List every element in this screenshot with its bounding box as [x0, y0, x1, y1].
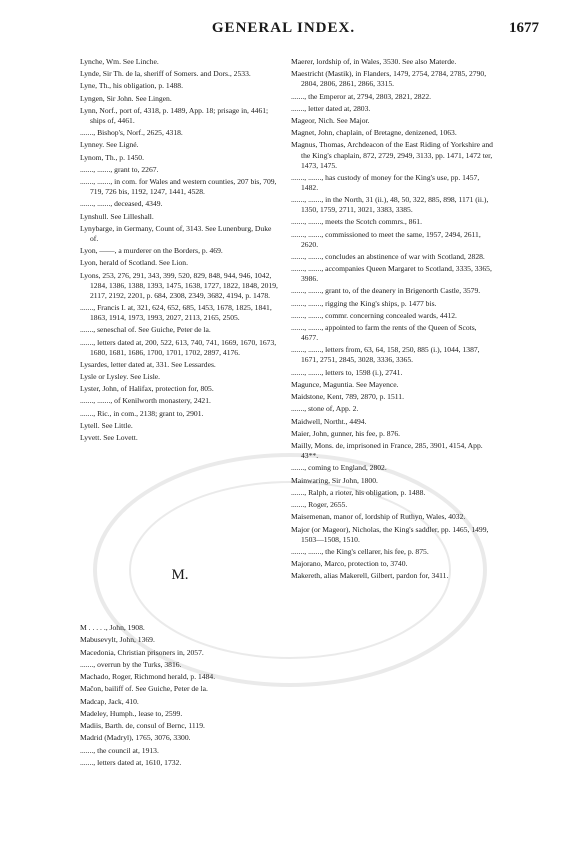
index-entry: Madrid (Madryl), 1765, 3076, 3300.: [80, 733, 191, 743]
index-entry: Mailly, Mons. de, imprisoned in France, 285, 3901, 4154, App. 43**.: [291, 441, 483, 461]
page-header: [0, 20, 567, 42]
index-entry: ......., ......., in the North, 31 (ii.), 48, 50, 322, 885, 898, 1171 (ii.), 1350, 1759, 2711, 3021, 3383, 3385.: [291, 195, 489, 215]
index-entry: Maidstone, Kent, 789, 2870, p. 1511.: [291, 392, 404, 402]
index-entry: Lyon, ——, a murderer on the Borders, p. 469.: [80, 246, 223, 256]
index-entry: Mabusevylt, John, 1369.: [80, 635, 155, 645]
right-column: [291, 57, 494, 583]
index-entry: Makereth, alias Makerell, Gilbert, pardon for, 3411.: [291, 571, 449, 581]
index-entry: ......., overrun by the Turks, 3816.: [80, 659, 182, 669]
index-entry: Lyne, Th., his obligation, p. 1488.: [80, 81, 184, 91]
index-entry: Lynshull. See Lilleshall.: [80, 211, 154, 221]
left-column: [80, 57, 280, 770]
section-letter-m: M.: [171, 567, 189, 584]
index-entry: ......., ......., has custody of money for the King's use, pp. 1457, 1482.: [291, 172, 480, 192]
index-entry: Lynney. See Ligné.: [80, 140, 139, 150]
index-entry: Madcap, Jack, 410.: [80, 696, 139, 706]
index-entry: Lysle or Lysley. See Lisle.: [80, 372, 161, 382]
index-entry: Lyvett. See Lovett.: [80, 433, 138, 443]
index-entry: Lyons, 253, 276, 291, 343, 399, 520, 829, 848, 944, 946, 1042, 1284, 1386, 1388, 1393, 1475, 1638, 1727, 1822, 1848, 2019, 2117, 2192, 2201, p. 684, 2308, 2349, 3682, 4194, p. 1478.: [80, 270, 278, 300]
index-entry: ......., letter dated at, 2803.: [291, 103, 371, 113]
index-entry: Magunce, Maguntia. See Mayence.: [291, 379, 399, 389]
index-entry: ......., ......., grant to, of the deanery in Brigenorth Castle, 3579.: [291, 286, 481, 296]
index-entry: ......., ......., letters to, 1598 (i.), 2741.: [291, 367, 403, 377]
index-entry: ......., coming to England, 2802.: [291, 463, 387, 473]
index-entry: ......., the council at, 1913.: [80, 745, 159, 755]
index-entry: ......., seneschal of. See Guiche, Peter de la.: [80, 325, 211, 335]
index-entry: Magnet, John, chaplain, of Bretagne, denizened, 1063.: [291, 128, 457, 138]
index-entry: Lyon, herald of Scotland. See Lion.: [80, 258, 188, 268]
index-entry: Lynybarge, in Germany, Count of, 3143. See Lunenburg, Duke of.: [80, 223, 272, 243]
index-entry: Lynom, Th., p. 1450.: [80, 152, 144, 162]
index-entry: ......., Roger, 2655.: [291, 500, 348, 510]
index-entry: ......., ......., meets the Scotch commrs., 861.: [291, 217, 422, 227]
index-entry: ......., Ralph, a rioter, his obligation, p. 1488.: [291, 487, 426, 497]
index-entry: ......., Francis I. at, 321, 624, 652, 685, 1453, 1678, 1825, 1841, 1863, 1914, 1973, 1993, 2027, 2113, 2165, 2505.: [80, 302, 272, 323]
index-entry: Lynn, Norf., port of, 4318, p. 1489, App. 18; prisage in, 4461; ships of, 4461.: [80, 105, 269, 125]
index-entry: Maĉon, bailiff of. See Guiche, Peter de la.: [80, 684, 208, 694]
index-entry: Maidwell, Northt., 4494.: [291, 416, 367, 426]
index-entry: Major (or Mageor), Nicholas, the King's saddler, pp. 1465, 1499, 1503—1508, 1510.: [291, 524, 489, 544]
index-entry: ......., ......., letters from, 63, 64, 158, 250, 885 (i.), 1044, 1387, 1671, 2751, 2845, 3028, 3336, 3365.: [291, 345, 480, 365]
index-entry: ......., stone of, App. 2.: [291, 404, 359, 414]
page-number: 1677: [509, 20, 539, 36]
index-entry: M . . . . ., John, 1908.: [80, 623, 145, 633]
index-entry: Mageor, Nich. See Major.: [291, 115, 370, 125]
index-entry: Macedonia, Christian prisoners in, 2057.: [80, 647, 204, 657]
index-entry: Mainwaring, Sir John, 1800.: [291, 475, 378, 485]
index-entry: Lysardes, letter dated at, 331. See Lessardes.: [80, 359, 216, 369]
index-entry: Lynde, Sir Th. de la, sheriff of Somers. and Dors., 2533.: [80, 69, 251, 79]
index-entry: Maerer, lordship of, in Wales, 3530. See also Materde.: [291, 57, 457, 66]
index-entry: ......., Bishop's, Norf., 2625, 4318.: [80, 128, 183, 138]
index-entry: ......., ......., in com. for Wales and western counties, 207 bis, 709, 719, 726 bis, 1192, 1247, 1441, 4528.: [80, 177, 277, 197]
index-entry: Lynche, Wm. See Linche.: [80, 57, 159, 66]
index-entry: ......., the Emperor at, 2794, 2803, 2821, 2822.: [291, 91, 432, 101]
index-entry: ......., ......., rigging the King's ships, p. 1477 bis.: [291, 298, 437, 308]
index-entry: ......., ......., of Kenilworth monastery, 2421.: [80, 396, 211, 406]
index-entry: Maisemenan, manor of, lordship of Ruthyn, Wales, 4032.: [291, 512, 466, 522]
index-entry: Madiis, Barth. de, consul of Bernc, 1119.: [80, 721, 205, 731]
index-entry: Madeley, Humph., lease to, 2599.: [80, 708, 183, 718]
index-entry: Lyngen, Sir John. See Lingen.: [80, 93, 172, 103]
index-entry: ......., ......., commr. concerning concealed wards, 4412.: [291, 310, 457, 320]
index-entry: Lyster, John, of Halifax, protection for, 805.: [80, 384, 214, 394]
index-entry: ......., letters dated at, 200, 522, 613, 740, 741, 1669, 1670, 1673, 1680, 1681, 1686, 1700, 1701, 1702, 2897, 4176.: [80, 337, 277, 357]
index-entry: ......., ......., deceased, 4349.: [80, 199, 163, 209]
index-entry: Magnus, Thomas, Archdeacon of the East Riding of Yorkshire and the King's chaplain, 872, 2729, 2949, 3133, pp. 1471, 1472 ter, 1473, 1475.: [291, 140, 493, 170]
index-entry: Maier, John, gunner, his fee, p. 876.: [291, 428, 401, 438]
index-entry: ......., ......., appointed to farm the rents of the Queen of Scots, 4677.: [291, 323, 477, 343]
entries-l-group: [80, 57, 280, 443]
index-entry: Lytell. See Little.: [80, 420, 133, 430]
index-entry: ......., ......., grant to, 2267.: [80, 164, 159, 174]
index-entry: ......., Ric., in com., 2138; grant to, 2901.: [80, 408, 204, 418]
index-entry: ......., ......., concludes an abstinence of war with Scotland, 2828.: [291, 251, 485, 261]
entries-right-group: [291, 57, 494, 581]
page-title: GENERAL INDEX.: [211, 20, 356, 36]
index-entry: Maestricht (Mastik), in Flanders, 1479, 2754, 2784, 2785, 2790, 2804, 2806, 2861, 2866, 3315.: [291, 69, 487, 89]
index-entry: Machado, Roger, Richmond herald, p. 1484.: [80, 672, 216, 682]
index-entry: ......., letters dated at, 1610, 1732.: [80, 757, 182, 767]
index-entry: Majorano, Marco, protection to, 3740.: [291, 559, 408, 569]
index-entry: ......., ......., commissioned to meet the same, 1957, 2494, 2611, 2620.: [291, 229, 481, 249]
entries-m-group: [80, 623, 280, 768]
index-entry: ......., ......., the King's cellarer, his fee, p. 875.: [291, 546, 429, 556]
index-entry: ......., ......., accompanies Queen Margaret to Scotland, 3335, 3365, 3986.: [291, 264, 492, 284]
